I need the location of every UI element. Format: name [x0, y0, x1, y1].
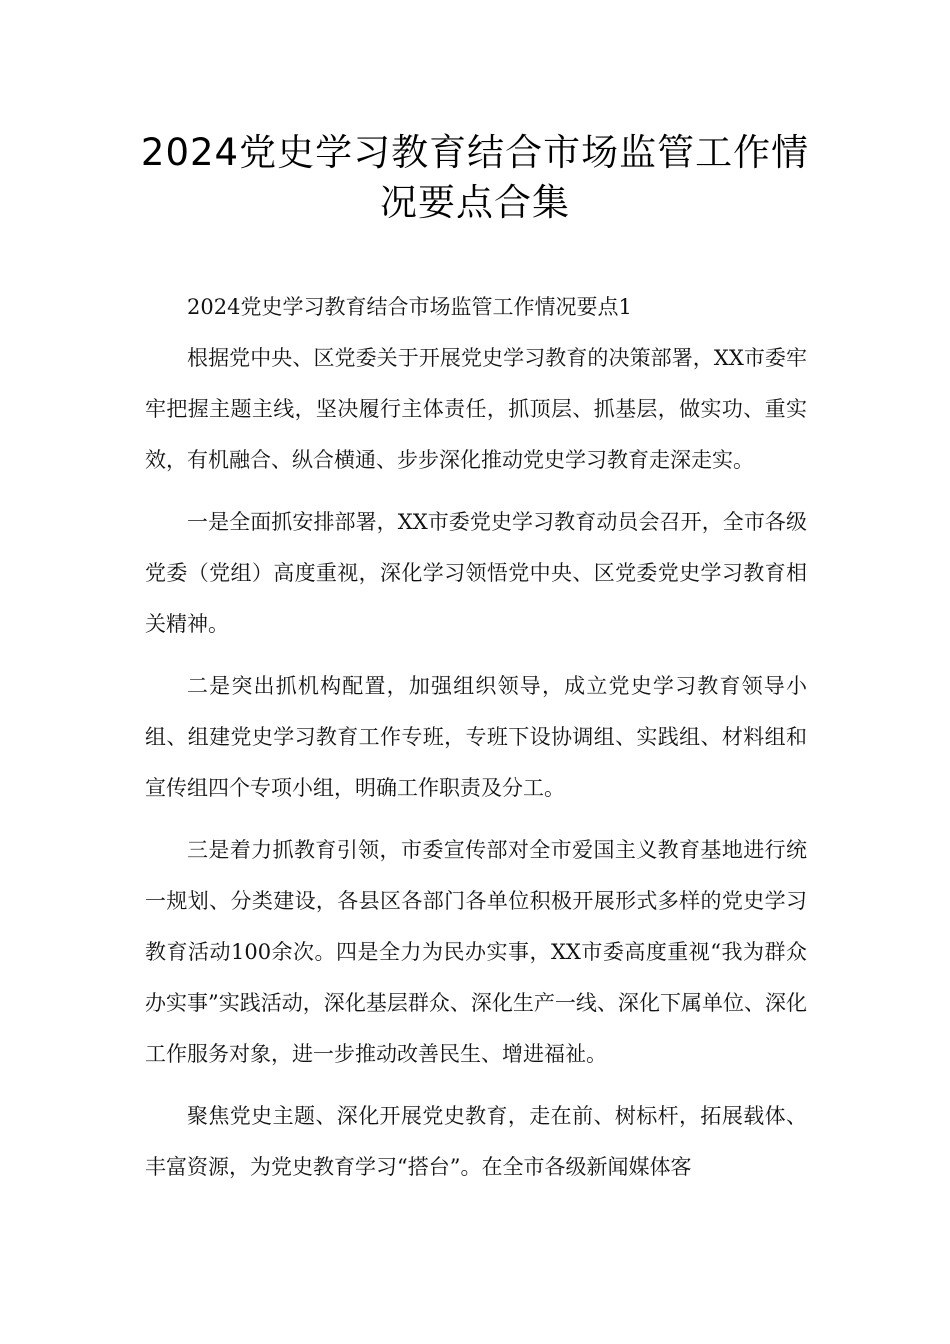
section-heading: 2024党史学习教育结合市场监管工作情况要点1	[187, 295, 632, 319]
paragraph-5: 聚焦党史主题、深化开展党史教育，走在前、树标杆，拓展载体、丰富资源，为党史教育学习“搭台”。在全市各级新闻媒体客	[145, 1104, 807, 1179]
document-body	[145, 282, 807, 1204]
document-title-line-1: 2024党史学习教育结合市场监管工作情	[140, 131, 810, 174]
paragraph-4: 三是着力抓教育引领，市委宣传部对全市爱国主义教育基地进行统一规划、分类建设，各县区各部门各单位积极开展形式多样的党史学习教育活动100余次。四是全力为民办实事，XX市委高度重视“我为群众办实事”实践活动，深化基层群众、深化生产一线、深化下属单位、深化工作服务对象，进一步推动改善民生、增进福祉。	[145, 838, 807, 1066]
document-title	[110, 128, 840, 228]
paragraph-2: 一是全面抓安排部署，XX市委党史学习教育动员会召开，全市各级党委（党组）高度重视，深化学习领悟党中央、区党委党史学习教育相关精神。	[145, 510, 807, 636]
document-title-line-2: 况要点合集	[380, 181, 570, 224]
paragraph-3: 二是突出抓机构配置，加强组织领导，成立党史学习教育领导小组、组建党史学习教育工作专班，专班下设协调组、实践组、材料组和宣传组四个专项小组，明确工作职责及分工。	[145, 674, 807, 800]
paragraph-1: 根据党中央、区党委关于开展党史学习教育的决策部署，XX市委牢牢把握主题主线，坚决履行主体责任，抓顶层、抓基层，做实功、重实效，有机融合、纵合横通、步步深化推动党史学习教育走深走实。	[145, 346, 807, 472]
